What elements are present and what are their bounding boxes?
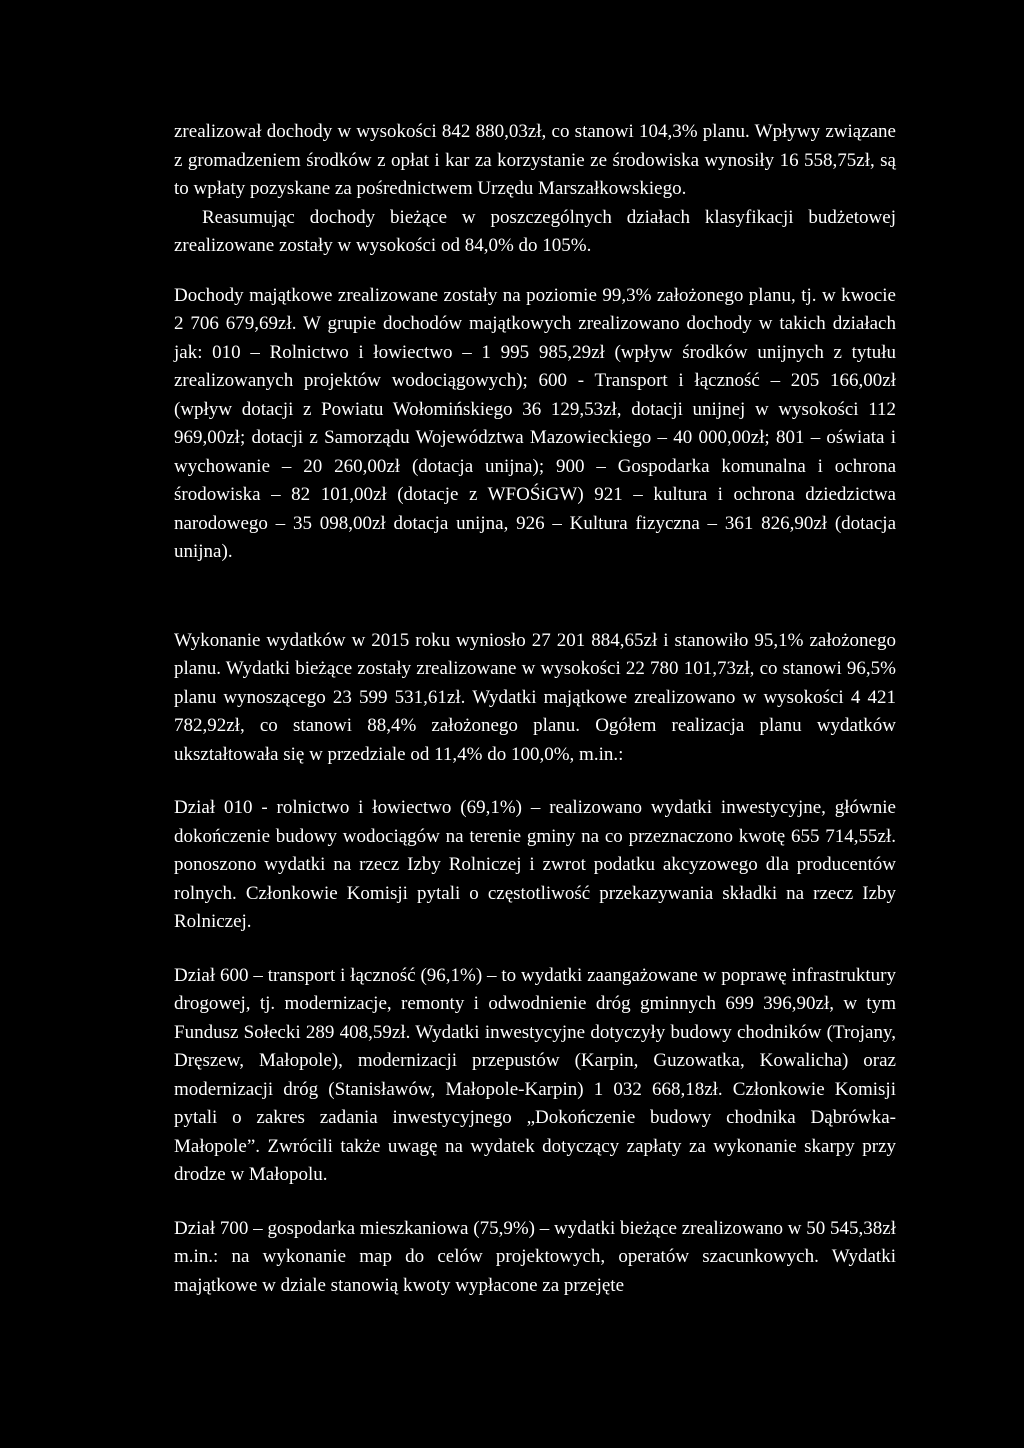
paragraph-section-700: Dział 700 – gospodarka mieszkaniowa (75,9%) – wydatki bieżące zrealizowano w 50 545,38zł m.in.: na wykonanie map do celów projektowych, operatów szacunkowych. Wydatki majątkowe w dziale stanowią kwoty wypłacone za przejęte bbox=[174, 1217, 896, 1296]
paragraph-expenditure-summary: Wykonanie wydatków w 2015 roku wyniosło 27 201 884,65zł i stanowiło 95,1% założonego planu. Wydatki bieżące zostały zrealizowane w wysokości 22 780 101,73zł, co stanowi 96,5% planu wynoszącego 23 599 531,61zł. Wydatki majątkowe zrealizowano w wysokości 4 421 782,92zł, co stanowi 88,4% założonego planu. Ogółem realizacja planu wydatków ukształtowała się w przedziale od 11,4% do 100,0%, m.in.: bbox=[174, 629, 896, 765]
paragraph-capital-revenue: Dochody majątkowe zrealizowane zostały na poziomie 99,3% założonego planu, tj. w kwocie 2 706 679,69zł. W grupie dochodów majątkowych zrealizowano dochody w takich działach jak: 010 – Rolnictwo i łowiectwo – 1 995 985,29zł (wpływ środków unijnych z tytułu zrealizowanych projektów wodociągowych); 600 - Transport i łączność – 205 166,00zł (wpływ dotacji z Powiatu Wołomińskiego 36 129,53zł, dotacji unijnej w wysokości 112 969,00zł; dotacji z Samorządu Województwa Mazowieckiego – 40 000,00zł; 801 – oświata i wychowanie – 20 260,00zł (dotacja unijna); 900 – Gospodarka komunalna i ochrona środowiska – 82 101,00zł (dotacje z WFOŚiGW) 921 – kultura i ochrona dziedzictwa narodowego – 35 098,00zł dotacja unijna, 926 – Kultura fizyczna – 361 826,90zł (dotacja unijna). bbox=[174, 284, 896, 562]
paragraph-section-600: Dział 600 – transport i łączność (96,1%) – to wydatki zaangażowane w poprawę infrastruktury drogowej, tj. modernizacje, remonty i odwodnienie dróg gminnych 699 396,90zł, w tym Fundusz Sołecki 289 408,59zł. Wydatki inwestycyjne dotyczyły budowy chodników (Trojany, Dręszew, Małopole), modernizacji przepustów (Karpin, Guzowatka, Kowalicha) oraz modernizacji dróg (Stanisławów, Małopole-Karpin) 1 032 668,18zł. Członkowie Komisji pytali o zakres zadania inwestycyjnego „Dokończenie budowy chodnika Dąbrówka- Małopole”. Zwrócili także uwagę na wydatek dotyczący zapłaty za wykonanie skarpy przy drodze w Małopolu. bbox=[174, 964, 896, 1185]
paragraph-revenue-environment: zrealizował dochody w wysokości 842 880,03zł, co stanowi 104,3% planu. Wpływy związane z gromadzeniem środków z opłat i kar za korzystanie ze środowiska wynosiły 16 558,75zł, są to wpłaty pozyskane za pośrednictwem Urzędu Marszałkowskiego. bbox=[174, 121, 896, 199]
paragraph-current-revenue-summary: Reasumując dochody bieżące w poszczególnych działach klasyfikacji budżetowej zrealizowane zostały w wysokości od 84,0% do 105%. bbox=[174, 206, 896, 256]
paragraph-section-010: Dział 010 - rolnictwo i łowiectwo (69,1%) – realizowano wydatki inwestycyjne, głównie dokończenie budowy wodociągów na terenie gminy na co przeznaczono kwotę 655 714,55zł. ponoszono wydatki na rzecz Izby Rolniczej i zwrot podatku akcyzowego dla producentów rolnych. Członkowie Komisji pytali o częstotliwość przekazywania składki na rzecz Izby Rolniczej. bbox=[174, 797, 896, 932]
document-body bbox=[174, 118, 896, 1300]
